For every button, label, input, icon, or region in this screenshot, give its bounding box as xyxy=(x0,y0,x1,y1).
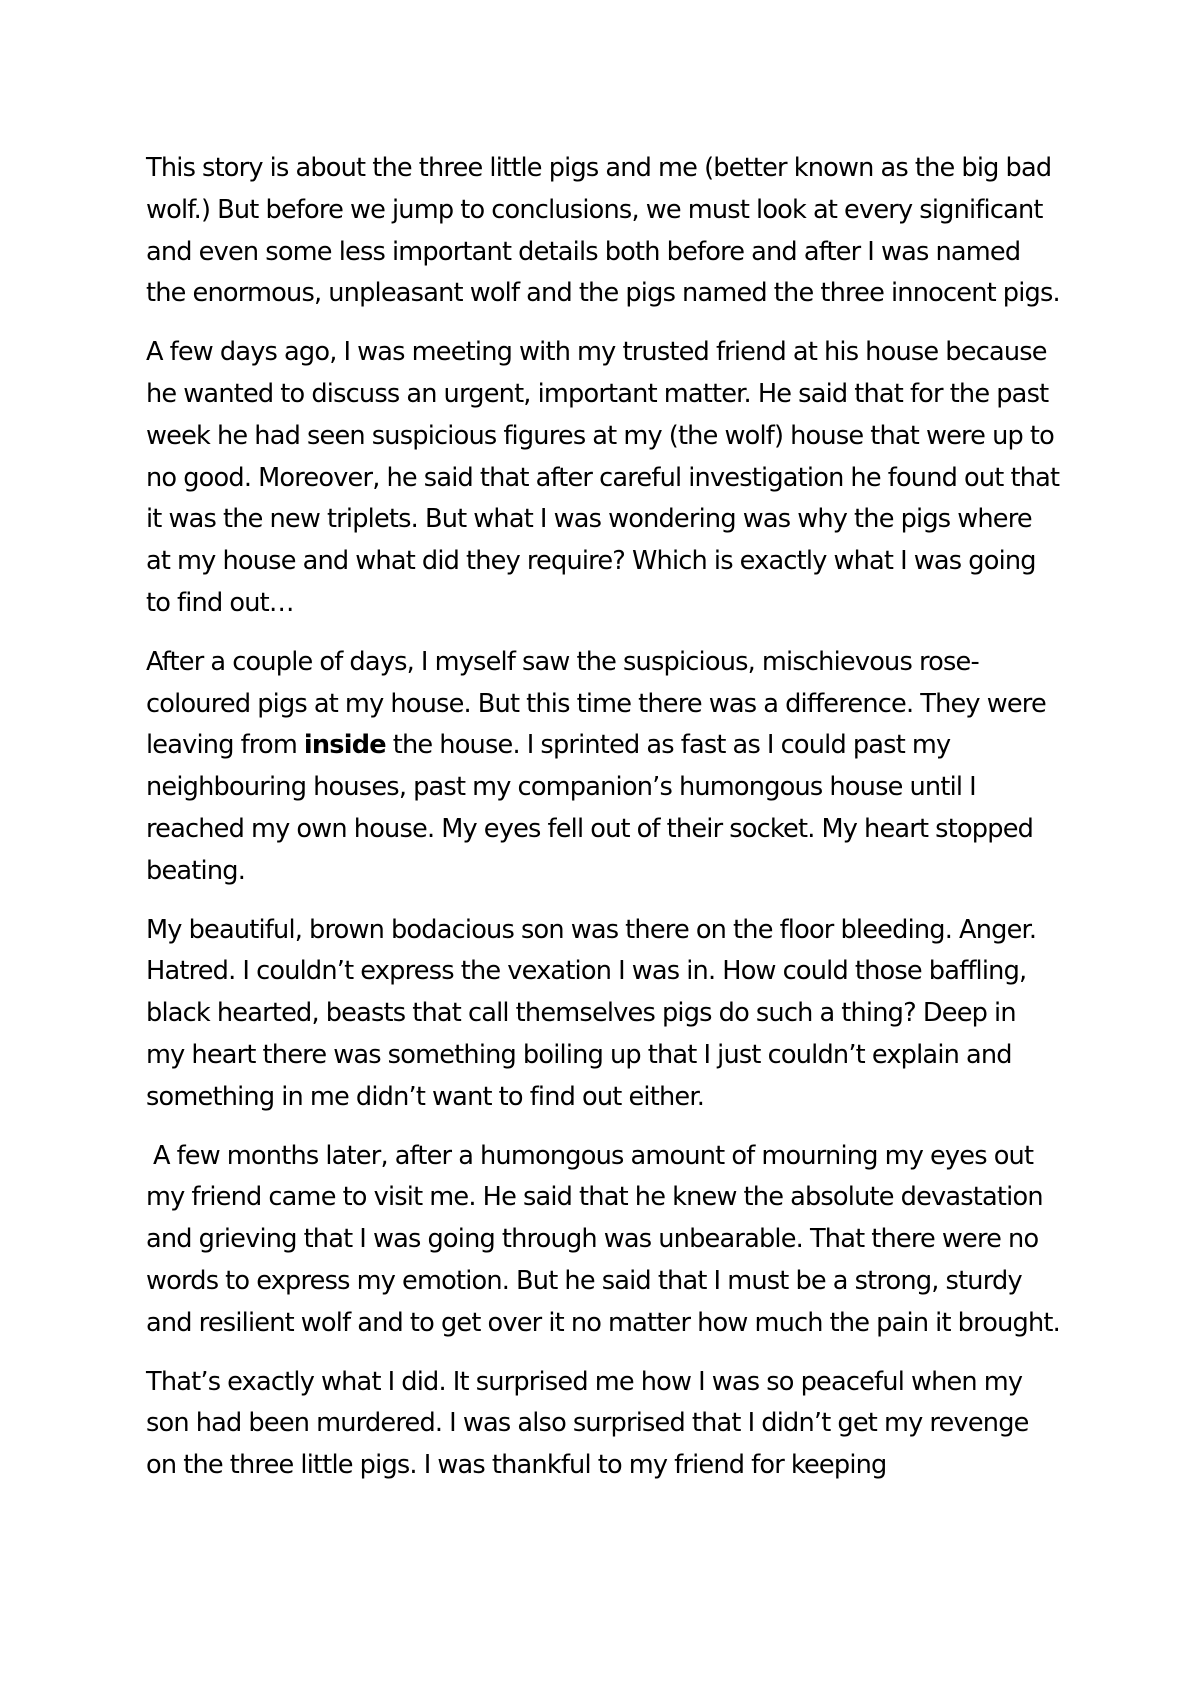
paragraph-pigs-at-house xyxy=(146,642,1060,893)
paragraph-friend-meeting: A few days ago, I was meeting with my trusted friend at his house because he wanted to discuss an urgent, important matter. He said that for the past week he had seen suspicious figures at my (the wolf) house that were up to no good. Moreover, he said that after careful investigation he found out that it was the new triplets. But what I was wondering was why the pigs where at my house and what did they require? Which is exactly what I was going to find out… xyxy=(146,337,1060,618)
emphasized-word: inside xyxy=(303,730,386,761)
paragraph-peaceful: That’s exactly what I did. It surprised me how I was so peaceful when my son had been murdered. I was also surprised that I didn’t get my revenge on the three little pigs. I was thankful to my friend for keeping xyxy=(146,1366,1029,1481)
paragraph-text: After a couple of days, I myself saw the suspicious, mischievous rose-coloured pigs at my house. But this time there was a difference. They were leaving from xyxy=(146,646,1046,761)
paragraph-text: the house. I sprinted as fast as I could past my neighbouring houses, past my companion’s humongous house until I reached my own house. My eyes fell out of their socket. My heart stopped beating. xyxy=(146,730,1034,886)
paragraph-months-later: A few months later, after a humongous amount of mourning my eyes out my friend came to visit me. He said that he knew the absolute devastation and grieving that I was going through was unbearable. That there were no words to express my emotion. But he said that I must be a strong, sturdy and resilient wolf and to get over it no matter how much the pain it brought. xyxy=(146,1140,1060,1338)
paragraph-intro: This story is about the three little pigs and me (better known as the big bad wolf.) But before we jump to conclusions, we must look at every significant and even some less important details both before and after I was named the enormous, unpleasant wolf and the pigs named the three innocent pigs. xyxy=(146,153,1060,309)
paragraph-son: My beautiful, brown bodacious son was there on the floor bleeding. Anger. Hatred. I couldn’t express the vexation I was in. How could those baffling, black hearted, beasts that call themselves pigs do such a thing? Deep in my heart there was something boiling up that I just couldn’t explain and something in me didn’t want to find out either. xyxy=(146,914,1037,1112)
